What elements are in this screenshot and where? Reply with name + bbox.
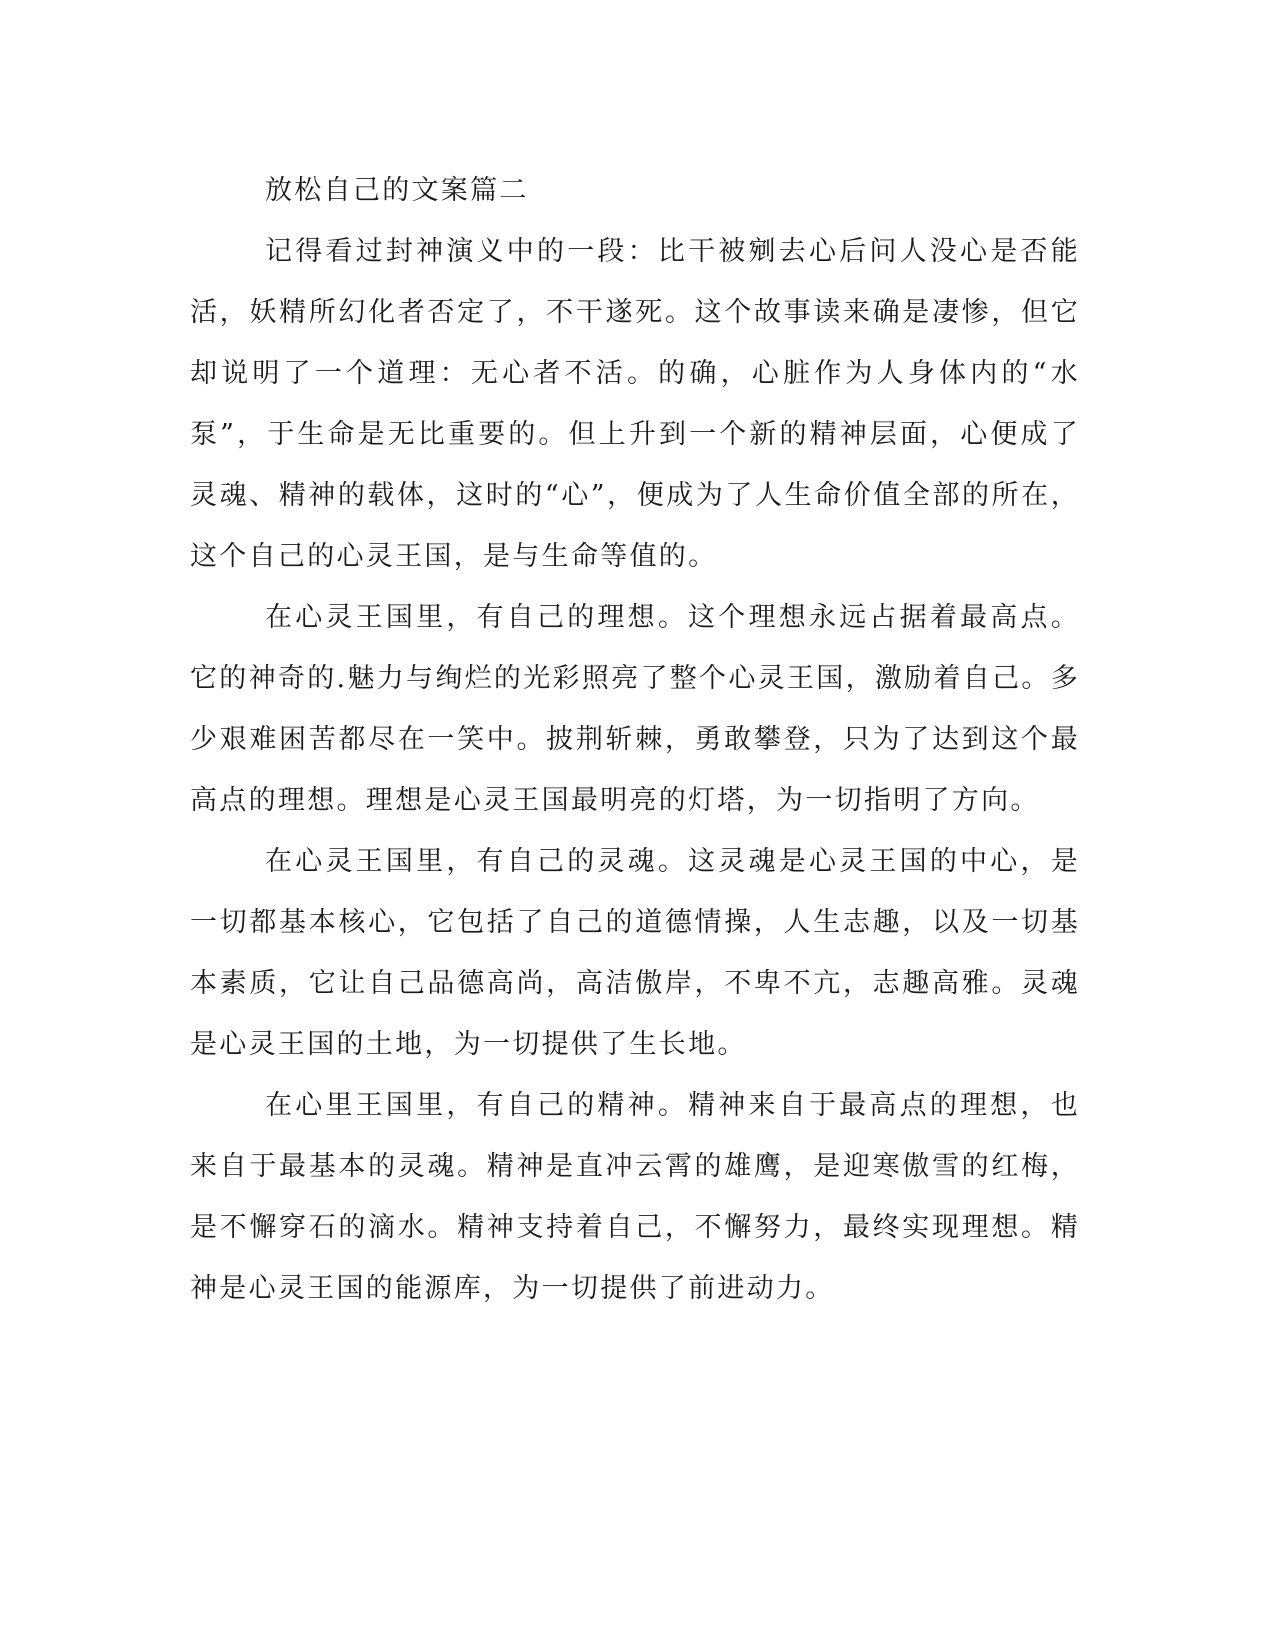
paragraph-1: 记得看过封神演义中的一段：比干被剜去心后问人没心是否能活，妖精所幻化者否定了，不干遂死。这个故事读来确是凄惨，但它却说明了一个道理：无心者不活。的确，心脏作为人身体内的“水泵”，于生命是无比重要的。但上升到一个新的精神层面，心便成了灵魂、精神的载体，这时的“心”，便成为了人生命价值全部的所在，这个自己的心灵王国，是与生命等值的。: [190, 236, 1080, 572]
document-body: [190, 160, 1080, 1319]
document-title: 放松自己的文案篇二: [265, 175, 529, 206]
paragraph-2: 在心灵王国里，有自己的理想。这个理想永远占据着最高点。它的神奇的.魅力与绚烂的光彩照亮了整个心灵王国，激励着自己。多少艰难困苦都尽在一笑中。披荆斩棘，勇敢攀登，只为了达到这个最高点的理想。理想是心灵王国最明亮的灯塔，为一切指明了方向。: [190, 602, 1080, 816]
paragraph-3: 在心灵王国里，有自己的灵魂。这灵魂是心灵王国的中心，是一切都基本核心，它包括了自己的道德情操，人生志趣，以及一切基本素质，它让自己品德高尚，高洁傲岸，不卑不亢，志趣高雅。灵魂是心灵王国的土地，为一切提供了生长地。: [190, 846, 1080, 1060]
paragraph-4: 在心里王国里，有自己的精神。精神来自于最高点的理想，也来自于最基本的灵魂。精神是直冲云霄的雄鹰，是迎寒傲雪的红梅，是不懈穿石的滴水。精神支持着自己，不懈努力，最终实现理想。精神是心灵王国的能源库，为一切提供了前进动力。: [190, 1090, 1080, 1304]
